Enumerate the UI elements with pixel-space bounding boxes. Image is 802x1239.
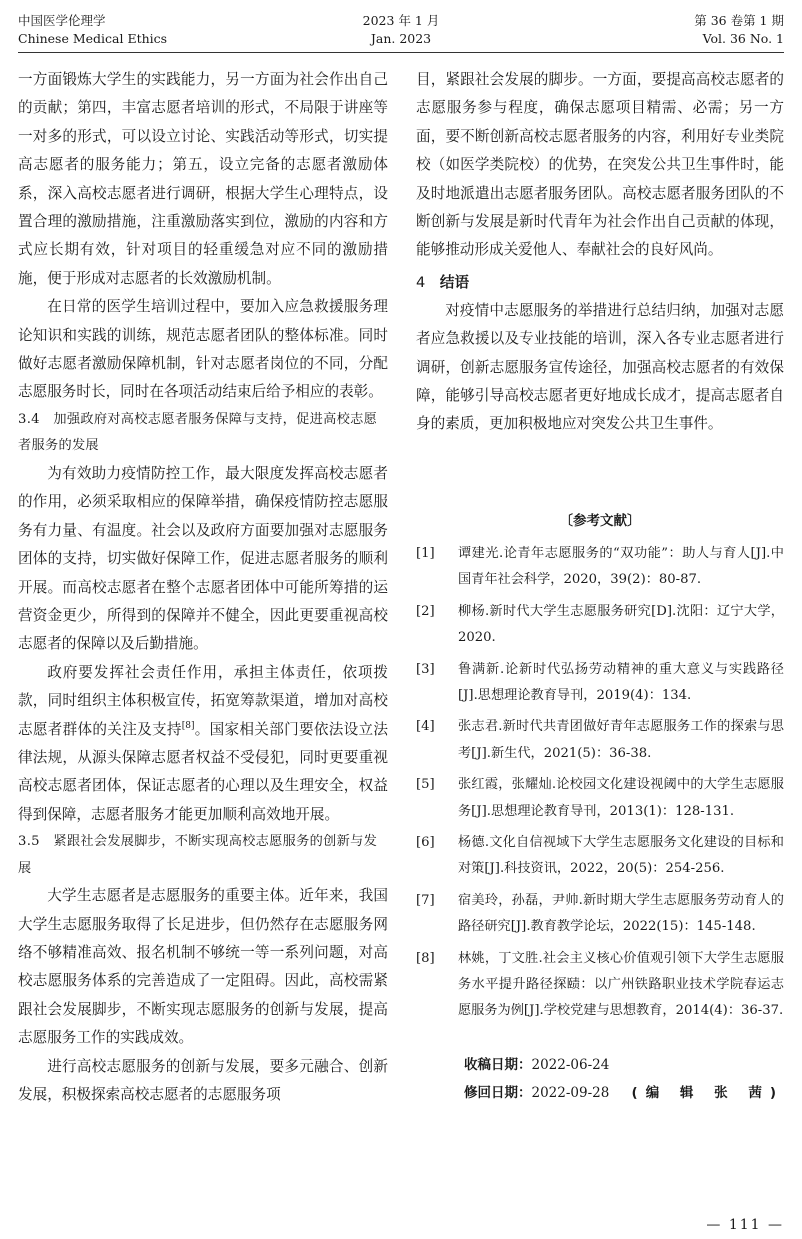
- reference-item: [416, 830, 784, 883]
- reference-number: [1]: [416, 545, 435, 561]
- section-heading-3-5: 3.5 紧跟社会发展脚步，不断实现高校志愿服务的创新与发展: [18, 834, 378, 876]
- volume-en: Vol. 36 No. 1: [702, 31, 784, 46]
- section-heading-4: [416, 269, 784, 297]
- reference-item: [416, 657, 784, 710]
- reference-item: [416, 888, 784, 941]
- citation-8: [8]: [181, 720, 195, 731]
- received-label: 收稿日期：: [464, 1056, 532, 1073]
- paragraph: 进行高校志愿服务的创新与发展，要多元融合、创新发展，积极探索高校志愿者的志愿服务项: [18, 1057, 388, 1103]
- journal-name-cn: 中国医学伦理学: [18, 13, 106, 28]
- header-volume: [694, 12, 784, 48]
- reference-text: 谭建光.论青年志愿服务的“双功能”：助人与育人[J].中国青年社会科学，2020，39(2)：80-87.: [458, 545, 784, 588]
- reference-number: [3]: [416, 661, 435, 677]
- paragraph: 一方面锻炼大学生的实践能力，另一方面为社会作出自己的贡献；第四，丰富志愿者培训的形式，不局限于讲座等一对多的形式，可以设立讨论、实践活动等形式，切实提高志愿者的服务能力；第五，设立完备的志愿者激励体系，深入高校志愿者进行调研，根据大学生心理特点，设置合理的激励措施，注重激励落实到位，激励的内容和方式应长期有效，针对项目的轻重缓急对应不同的激励措施，便于形成对志愿者的长效激励机制。: [18, 71, 388, 287]
- reference-item: [416, 946, 784, 1025]
- paragraph: 在日常的医学生培训过程中，要加入应急救援服务理论知识和实践的训练，规范志愿者团队的整体标准。同时做好志愿者激励保障机制，针对志愿者岗位的不同，分配志愿服务时长，同时在各项活动结束后给予相应的表彰。: [18, 298, 388, 401]
- reference-text: 鲁满新.论新时代弘扬劳动精神的重大意义与实践路径[J].思想理论教育导刊，2019(4)：134.: [458, 661, 784, 703]
- page-number: — 111 —: [706, 1217, 784, 1233]
- article-dates: [416, 1051, 784, 1107]
- right-column: [416, 66, 784, 1107]
- paragraph: 为有效助力疫情防控工作，最大限度发挥高校志愿者的作用，必须采取相应的保障举措，确保疫情防控志愿服务有力量、有温度。社会以及政府方面要加强对志愿服务团体的支持，切实做好保障工作，促进志愿者服务的顺利开展。而高校志愿者在整个志愿者团体中可能所筹措的运营资金更少，所得到的保障并不健全，因此更要重视高校志愿者的保障以及后勤措施。: [18, 464, 388, 653]
- revised-label: 修回日期：: [464, 1084, 532, 1101]
- reference-item: [416, 714, 784, 767]
- paragraph: 目，紧跟社会发展的脚步。一方面，要提高高校志愿者的志愿服务参与程度，确保志愿项目精需、必需；另一方面，要不断创新高校志愿者服务的内容，利用好专业类院校（如医学类院校）的优势，在突发公共卫生事件时，能及时地派遣出志愿者服务团队。高校志愿者服务团队的不断创新与发展是新时代青年为社会作出自己贡献的体现，能够推动形成关爱他人、奉献社会的良好风尚。: [416, 71, 784, 259]
- reference-item: [416, 599, 784, 652]
- references-title: 〔参考文献〕: [559, 512, 641, 529]
- issue-date-en: Jan. 2023: [370, 31, 432, 46]
- references-list: [416, 541, 784, 1025]
- paragraph: 对疫情中志愿服务的举措进行总结归纳，加强对志愿者应急救援以及专业技能的培训，深入各专业志愿者进行调研，创新志愿服务宣传途径，加强高校志愿者的有效保障，能够引导高校志愿者更好地成长成才，提高志愿者自身的素质，更加积极地应对突发公共卫生事件。: [416, 301, 784, 433]
- reference-text: 林姚，丁文胜.社会主义核心价值观引领下大学生志愿服务水平提升路径探赜：以广州铁路职业技术学院春运志愿服务为例[J].学校党建与思想教育，2014(4)：36-37.: [458, 950, 784, 1019]
- paragraph-text: 。国家相关部门要依法设立法律法规，从源头保障志愿者权益不受侵犯，同时更要重视高校志愿者团体，保证志愿者的心理以及生理安全，权益得到保障，志愿者服务才能更加顺利高效地开展。: [18, 720, 388, 823]
- received-date: 2022-06-24: [531, 1056, 610, 1073]
- volume-cn: 第 36 卷第 1 期: [694, 13, 784, 28]
- header-date: [18, 12, 784, 48]
- section-title: 结语: [439, 273, 470, 291]
- page-header: [18, 8, 784, 53]
- received-line: [464, 1051, 784, 1079]
- reference-text: 杨德.文化自信视域下大学生志愿服务文化建设的目标和对策[J].科技资讯，2022，20(5)：254-256.: [458, 834, 784, 877]
- editor-credit: (编 辑 张 茜): [631, 1084, 784, 1101]
- reference-item: [416, 541, 784, 594]
- revised-date: 2022-09-28: [531, 1084, 610, 1101]
- paragraph-text: 政府要发挥社会责任作用，承担主体责任，依项拨款，同时组织主体积极宣传，拓宽筹款渠道，增加对高校志愿者群体的关注及支持: [18, 663, 388, 738]
- reference-text: 宿美玲，孙磊，尹帅.新时期大学生志愿服务劳动育人的路径研究[J].教育教学论坛，2022(15)：145-148.: [458, 892, 784, 935]
- journal-name-en: Chinese Medical Ethics: [18, 31, 168, 46]
- reference-number: [2]: [416, 603, 435, 619]
- left-column: [18, 66, 388, 1109]
- section-number: 4: [416, 273, 426, 291]
- reference-text: 柳杨.新时代大学生志愿服务研究[D].沈阳：辽宁大学，2020.: [458, 603, 784, 646]
- reference-number: [4]: [416, 719, 435, 735]
- paragraph: 大学生志愿者是志愿服务的重要主体。近年来，我国大学生志愿服务取得了长足进步，但仍然存在志愿服务网络不够精准高效、报名机制不够统一等一系列问题，对高校志愿服务体系的完善造成了一定阻碍。因此，高校需紧跟社会发展脚步，不断实现志愿服务的创新与发展，提高志愿服务工作的实践成效。: [18, 887, 388, 1047]
- reference-number: [7]: [416, 892, 435, 908]
- reference-number: [8]: [416, 950, 435, 966]
- reference-number: [6]: [416, 834, 435, 850]
- section-heading-3-4: 3.4 加强政府对高校志愿者服务保障与支持，促进高校志愿者服务的发展: [18, 411, 378, 454]
- reference-number: [5]: [416, 777, 435, 793]
- issue-date-cn: 2023 年 1 月: [362, 13, 440, 28]
- reference-item: [416, 772, 784, 825]
- paragraph: [18, 659, 388, 829]
- reference-text: 张志君.新时代共青团做好青年志愿服务工作的探索与思考[J].新生代，2021(5)：36-38.: [458, 719, 784, 761]
- reference-text: 张红霞，张耀灿.论校园文化建设视阈中的大学生志愿服务[J].思想理论教育导刊，2013(1)：128-131.: [458, 777, 784, 819]
